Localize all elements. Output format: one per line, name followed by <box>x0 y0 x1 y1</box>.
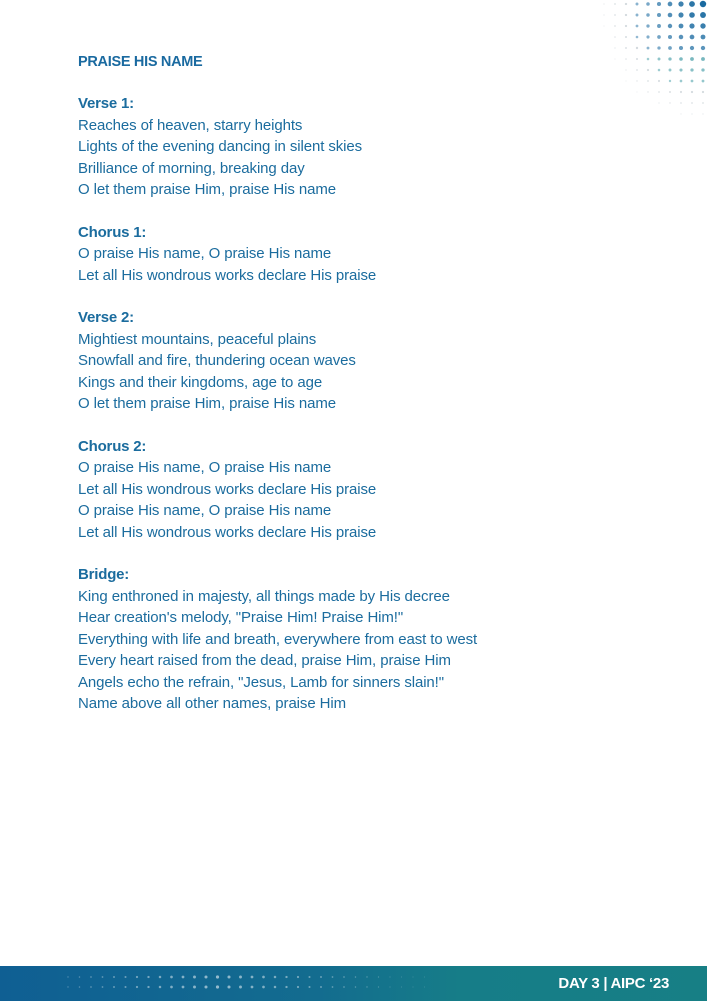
footer-dot-pattern <box>60 966 440 1001</box>
lyric-line: King enthroned in majesty, all things made by His decree <box>78 587 450 605</box>
lyric-line: Angels echo the refrain, "Jesus, Lamb for sinners slain!" <box>78 673 444 691</box>
lyric-line: Reaches of heaven, starry heights <box>78 116 303 134</box>
lyric-line: Everything with life and breath, everywhere from east to west <box>78 630 478 648</box>
lyric-line: Every heart raised from the dead, praise Him, praise Him <box>78 652 451 669</box>
lyric-line: O let them praise Him, praise His name <box>78 395 336 412</box>
lyric-line: Brilliance of morning, breaking day <box>78 159 305 177</box>
section-verse-1 <box>78 93 678 201</box>
song-title: PRAISE HIS NAME <box>78 54 203 70</box>
lyric-line: O praise His name, O praise His name <box>78 502 332 519</box>
lyric-line: Snowfall and fire, thundering ocean waves <box>78 352 356 369</box>
lyrics-content <box>78 93 678 736</box>
section-heading: Bridge: <box>78 566 130 583</box>
lyric-line: Mightiest mountains, peaceful plains <box>78 330 317 348</box>
section-heading: Verse 2: <box>78 309 134 326</box>
lyric-line: Let all His wondrous works declare His praise <box>78 523 377 541</box>
lyric-line: Name above all other names, praise Him <box>78 695 346 712</box>
section-heading: Chorus 2: <box>78 437 147 455</box>
lyric-line: Hear creation's melody, "Praise Him! Praise Him!" <box>78 609 404 626</box>
lyric-line: Let all His wondrous works declare His praise <box>78 480 377 498</box>
lyric-line: Let all His wondrous works declare His praise <box>78 266 377 284</box>
footer-label: DAY 3 | AIPC ‘23 <box>558 975 669 992</box>
lyric-line: O praise His name, O praise His name <box>78 459 332 476</box>
lyric-line: Lights of the evening dancing in silent skies <box>78 138 363 155</box>
lyric-line: Kings and their kingdoms, age to age <box>78 373 323 391</box>
lyric-line: O praise His name, O praise His name <box>78 245 332 262</box>
section-bridge <box>78 564 678 715</box>
section-heading: Verse 1: <box>78 95 134 112</box>
section-heading: Chorus 1: <box>78 223 147 241</box>
lyric-line: O let them praise Him, praise His name <box>78 181 336 198</box>
section-verse-2 <box>78 307 678 415</box>
section-chorus-1 <box>78 222 678 287</box>
section-chorus-2 <box>78 436 678 544</box>
footer-bar <box>0 966 707 1001</box>
